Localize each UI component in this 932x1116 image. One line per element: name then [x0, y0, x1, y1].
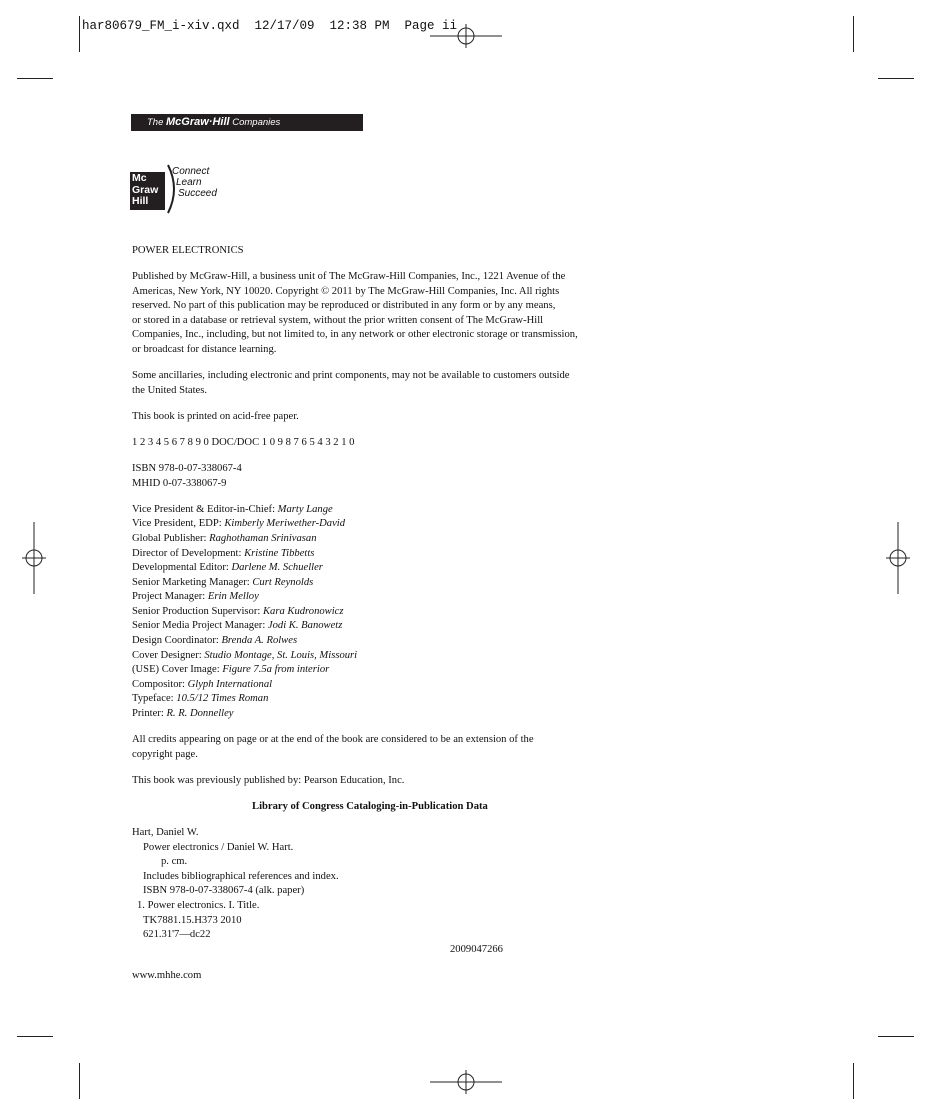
credit-name: Kara Kudronowicz	[262, 605, 344, 617]
print-line: 1 2 3 4 5 6 7 8 9 0 DOC/DOC 1 0 9 8 7 6 5 4 3 2 1 0	[132, 436, 355, 448]
cip-pcm: p. cm.	[161, 856, 188, 868]
paragraph-line: Companies, Inc., including, but not limited to, in any network or other electronic storage or transmission,	[132, 329, 578, 341]
paragraph-line: Published by McGraw-Hill, a business unit of The McGraw-Hill Companies, Inc., 1221 Avenue of the	[132, 271, 566, 283]
crop-mark	[853, 1063, 854, 1099]
logo-box-line: Graw	[132, 183, 159, 196]
credit-line	[132, 532, 652, 547]
file-slug: har80679_FM_i-xiv.qxd 12/17/09 12:38 PM Page ii	[82, 19, 458, 33]
copyright-page-content	[132, 244, 652, 983]
credit-name: Erin Melloy	[207, 591, 259, 603]
logo-tagline	[172, 166, 217, 199]
crop-mark	[79, 1063, 80, 1099]
crop-mark	[853, 16, 854, 52]
credit-line	[132, 576, 652, 591]
credit-role: Senior Marketing Manager:	[132, 576, 253, 588]
credit-name: Marty Lange	[277, 503, 333, 515]
registration-mark-icon	[22, 522, 46, 594]
credit-line	[132, 692, 652, 707]
credit-role: Compositor:	[132, 678, 188, 690]
logo-box	[130, 172, 165, 210]
paragraph-line: All credits appearing on page or at the end of the book are considered to be an extension of the	[132, 734, 534, 746]
credit-role: Director of Development:	[132, 547, 245, 559]
paragraph-line: reserved. No part of this publication may be reproduced or distributed in any form or by any means,	[132, 300, 556, 312]
brand-bar-prefix: The	[147, 117, 167, 128]
credit-role: Developmental Editor:	[132, 562, 232, 574]
brand-bar-suffix: Companies	[229, 117, 281, 128]
credit-name: Jodi K. Banowetz	[267, 620, 343, 632]
registration-mark-icon	[430, 1070, 502, 1094]
logo-tagline-line: Succeed	[178, 188, 217, 199]
credit-role: Vice President & Editor-in-Chief:	[132, 503, 278, 515]
mhid: MHID 0-07-338067-9	[132, 477, 227, 489]
credit-role: Printer:	[132, 708, 167, 720]
isbn: ISBN 978-0-07-338067-4	[132, 463, 242, 475]
credit-role: Design Coordinator:	[132, 635, 222, 647]
brand-bar	[131, 114, 363, 131]
registration-mark-icon	[430, 24, 502, 48]
paragraph-line: Some ancillaries, including electronic and print components, may not be available to customers outside	[132, 370, 570, 382]
credit-line	[132, 649, 652, 664]
website-link[interactable]: www.mhhe.com	[132, 969, 202, 981]
credit-line	[132, 663, 652, 678]
credit-name: Kristine Tibbetts	[244, 547, 315, 559]
paragraph-line: the United States.	[132, 384, 208, 396]
credit-role: Global Publisher:	[132, 532, 210, 544]
credit-line	[132, 678, 652, 693]
credit-name: Brenda A. Rolwes	[221, 635, 298, 647]
credit-name: Curt Reynolds	[252, 576, 314, 588]
cip-lccn: 2009047266	[450, 943, 503, 955]
credit-role: Senior Media Project Manager:	[132, 620, 268, 632]
mcgraw-hill-logo	[130, 163, 230, 215]
credit-line	[132, 561, 652, 576]
logo-tagline-line: Learn	[176, 177, 202, 188]
published-paragraph	[132, 270, 652, 358]
acid-free-note: This book is printed on acid-free paper.	[132, 410, 299, 422]
cip-includes: Includes bibliographical references and index.	[143, 870, 339, 882]
cip-dewey: 621.31'7—dc22	[143, 929, 211, 941]
cip-subjects: 1. Power electronics. I. Title.	[137, 899, 260, 911]
credits-list	[132, 503, 652, 722]
credit-name: Raghothaman Srinivasan	[209, 532, 317, 544]
credit-role: Vice President, EDP:	[132, 518, 225, 530]
credit-line	[132, 707, 652, 722]
credit-role: Typeface:	[132, 693, 177, 705]
brand-bar-name: McGraw·Hill	[166, 116, 230, 128]
logo-box-line: Hill	[132, 195, 149, 207]
credits-note	[132, 733, 652, 762]
credit-name: 10.5/12 Times Roman	[176, 693, 269, 705]
credit-line	[132, 634, 652, 649]
cip-isbn: ISBN 978-0-07-338067-4 (alk. paper)	[143, 885, 305, 897]
book-title: POWER ELECTRONICS	[132, 245, 244, 256]
crop-mark	[17, 78, 53, 79]
paragraph-line: copyright page.	[132, 748, 198, 760]
crop-mark	[878, 1036, 914, 1037]
credit-role: Project Manager:	[132, 591, 208, 603]
credit-role: (USE) Cover Image:	[132, 664, 223, 676]
previously-published-note: This book was previously published by: Pearson Education, Inc.	[132, 774, 405, 786]
paragraph-line: or broadcast for distance learning.	[132, 344, 277, 356]
credit-name: Figure 7.5a from interior	[222, 664, 330, 676]
credit-name: Glyph International	[187, 678, 273, 690]
credit-name: Kimberly Meriwether-David	[224, 518, 346, 530]
paragraph-line: Americas, New York, NY 10020. Copyright © 2011 by The McGraw-Hill Companies, Inc. All rights	[132, 285, 560, 297]
credit-name: R. R. Donnelley	[166, 708, 234, 720]
credit-line	[132, 590, 652, 605]
cip-title: Power electronics / Daniel W. Hart.	[143, 841, 294, 853]
crop-mark	[878, 78, 914, 79]
cip-heading: Library of Congress Cataloging-in-Publication Data	[252, 800, 488, 812]
credit-role: Cover Designer:	[132, 649, 205, 661]
paragraph-line: or stored in a database or retrieval system, without the prior written consent of The McGraw-Hill	[132, 314, 544, 326]
crop-mark	[17, 1036, 53, 1037]
credit-line	[132, 517, 652, 532]
credit-line	[132, 619, 652, 634]
registration-mark-icon	[886, 522, 910, 594]
ancillaries-paragraph	[132, 369, 652, 398]
credit-line	[132, 547, 652, 562]
credit-name: Darlene M. Schueller	[231, 562, 323, 574]
cip-data-block	[132, 826, 652, 957]
credit-name: Studio Montage, St. Louis, Missouri	[204, 649, 358, 661]
cip-author: Hart, Daniel W.	[132, 827, 199, 838]
credit-line	[132, 605, 652, 620]
credit-role: Senior Production Supervisor:	[132, 605, 263, 617]
logo-tagline-line: Connect	[172, 166, 210, 177]
logo-box-line: Mc	[132, 172, 147, 184]
credit-line	[132, 503, 652, 518]
crop-mark	[79, 16, 80, 52]
cip-lc-class: TK7881.15.H373 2010	[143, 914, 242, 926]
